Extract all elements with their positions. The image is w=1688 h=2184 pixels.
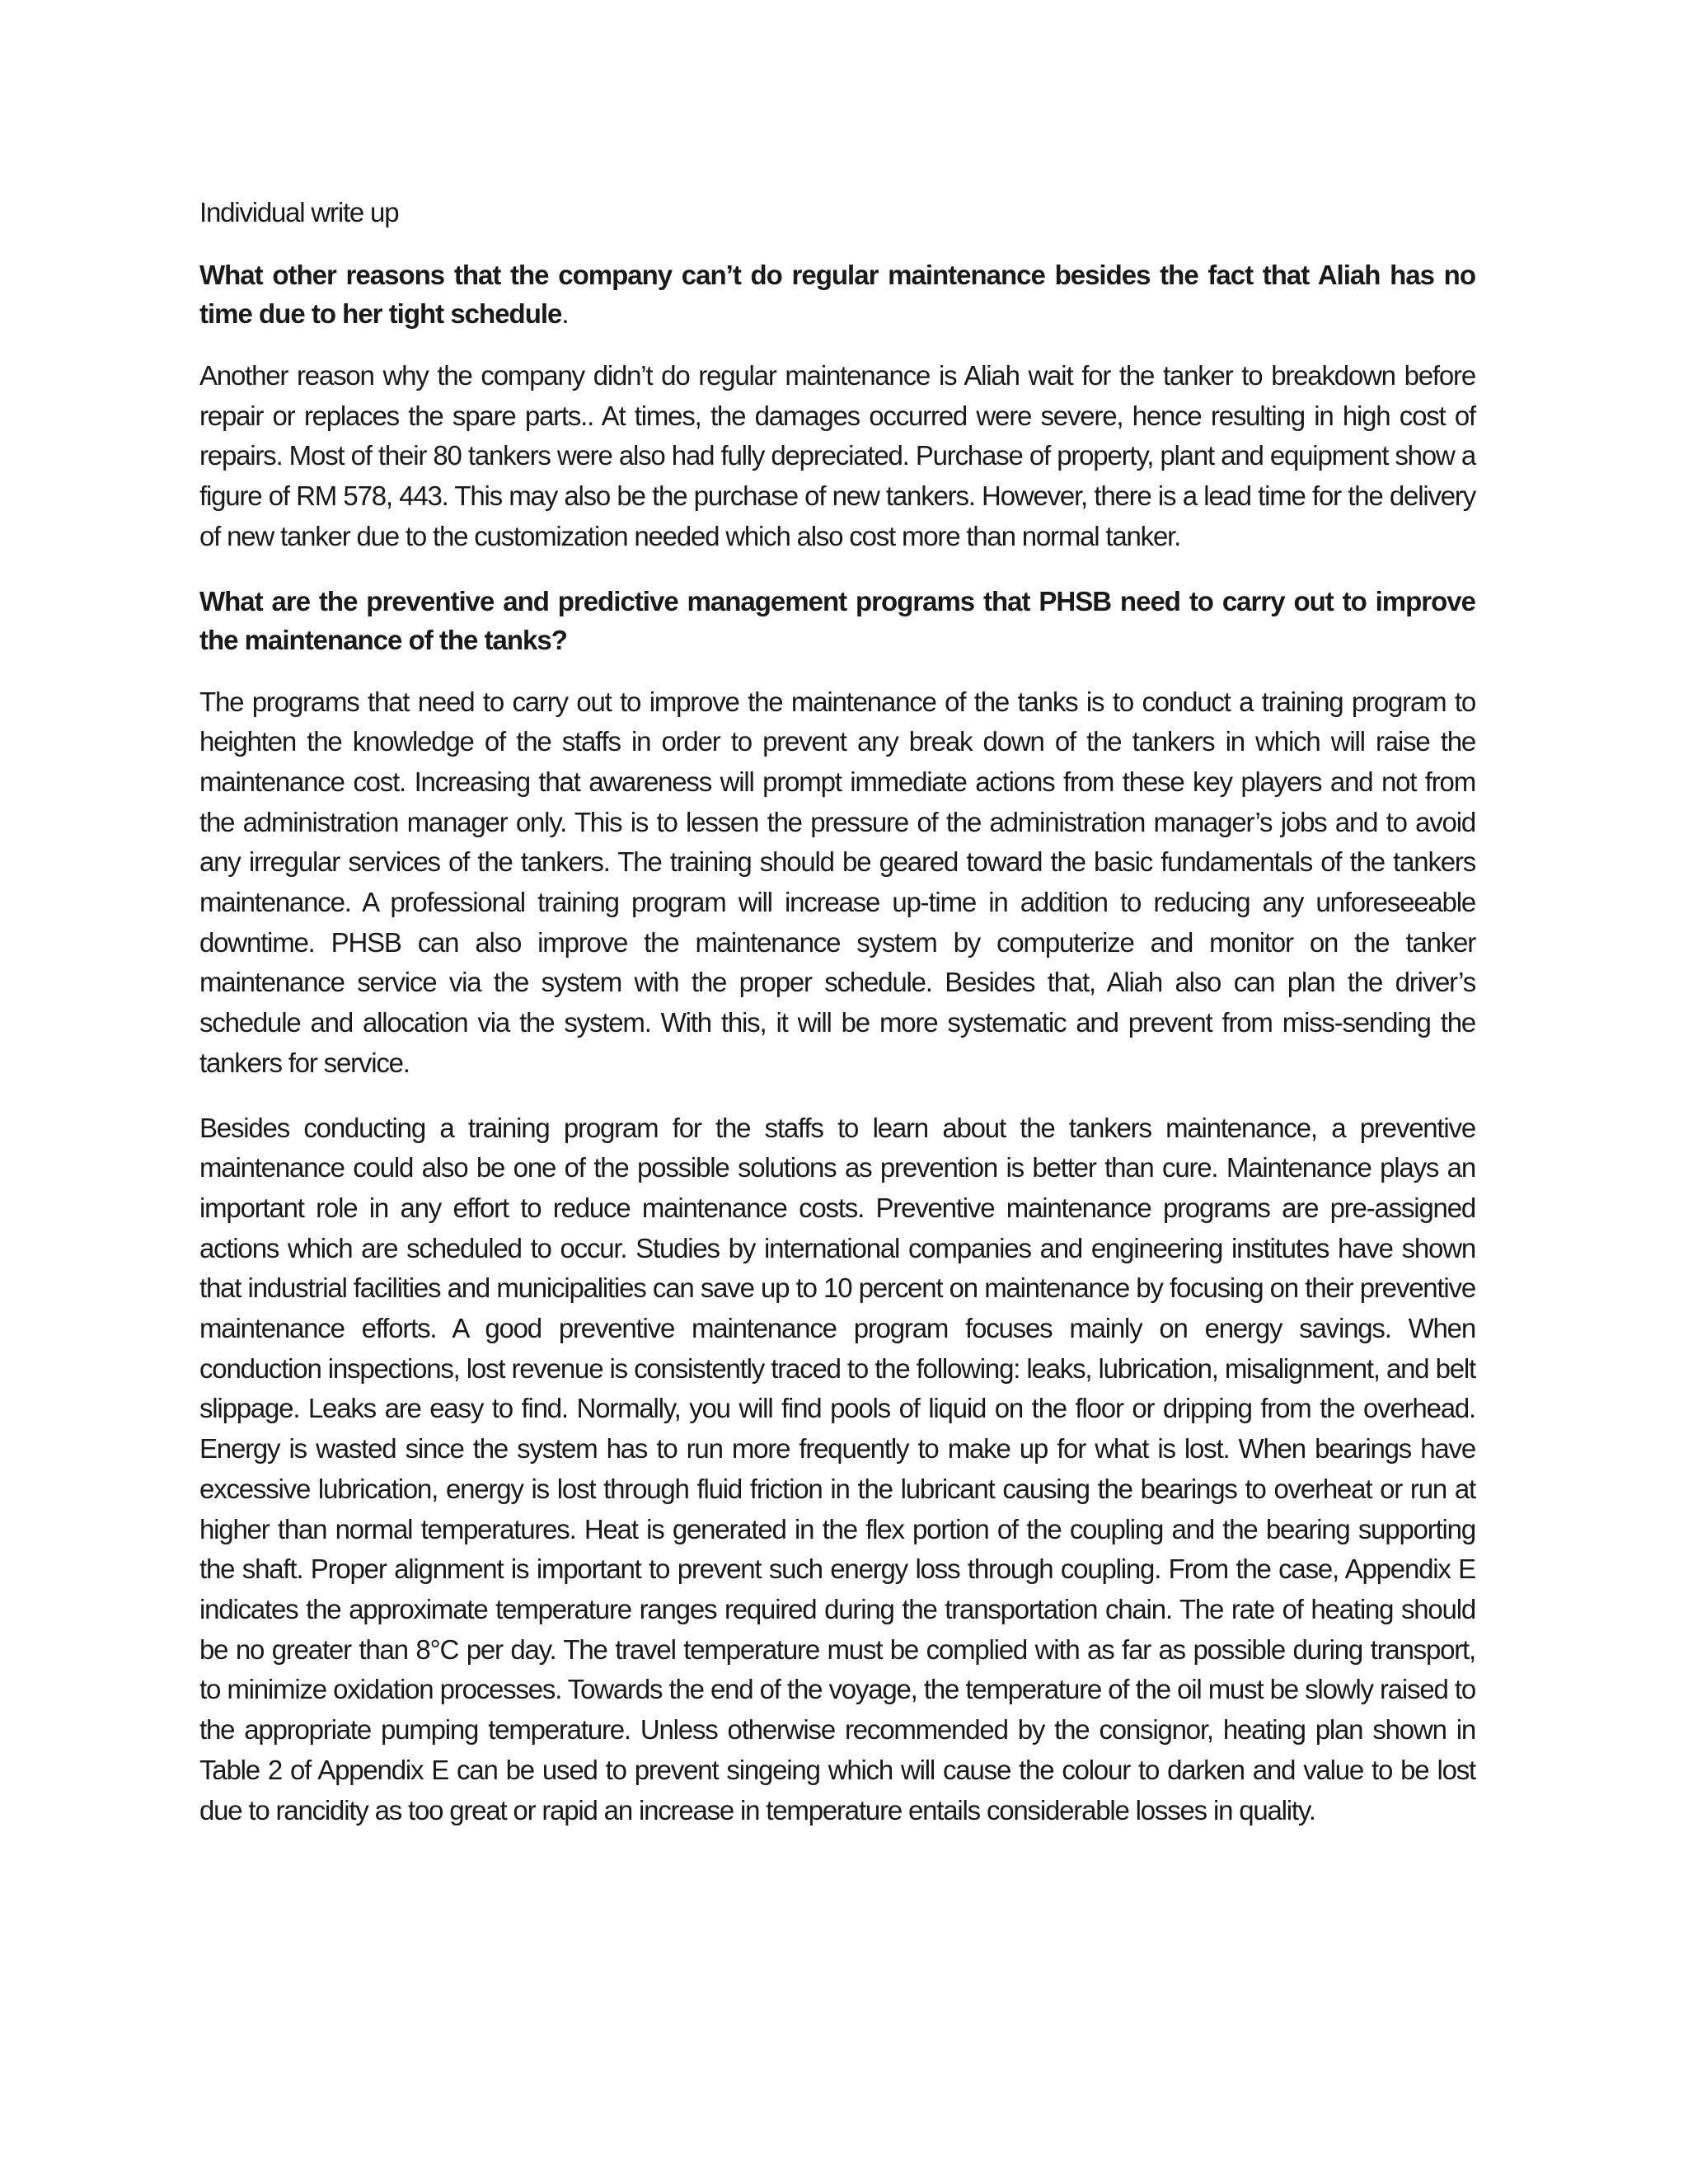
question-1-text: What other reasons that the company can’t do regular maintenance besides the fact that Aliah has no time due to her tight schedule — [199, 260, 1475, 329]
answer-paragraph-2: The programs that need to carry out to improve the maintenance of the tanks is to conduct a training program to heighten the knowledge of the staffs in order to prevent any break down of the tankers in which will raise the maintenance cost. Increasing that awareness will prompt immediate actions from these key players and not from the administration manager only. This is to lessen the pressure of the administration manager’s jobs and to avoid any irregular services of the tankers. The training should be geared toward the basic fundamentals of the tankers maintenance. A professional training program will increase up-time in addition to reducing any unforeseeable downtime. PHSB can also improve the maintenance system by computerize and monitor on the tanker maintenance service via the system with the proper schedule. Besides that, Aliah also can plan the driver’s schedule and allocation via the system. With this, it will be more systematic and prevent from miss-sending the tankers for service. — [199, 686, 1475, 1078]
document-label: Individual write up — [199, 197, 399, 227]
question-1-period: . — [561, 298, 569, 329]
document-page — [199, 194, 1475, 1855]
answer-paragraph-3: Besides conducting a training program for the staffs to learn about the tankers maintenance, a preventive maintenance could also be one of the possible solutions as prevention is better than cure. Maintenance plays an important role in any effort to reduce maintenance costs. Preventive maintenance programs are pre-assigned actions which are scheduled to occur. Studies by international companies and engineering institutes have shown that industrial facilities and municipalities can save up to 10 percent on maintenance by focusing on their preventive maintenance efforts. A good preventive maintenance program focuses mainly on energy savings. When conduction inspections, lost revenue is consistently traced to the following: leaks, lubrication, misalignment, and belt slippage. Leaks are easy to find. Normally, you will find pools of liquid on the floor or dripping from the overhead. Energy is wasted since the system has to run more frequently to make up for what is lost. When bearings have excessive lubrication, energy is lost through fluid friction in the lubricant causing the bearings to overheat or run at higher than normal temperatures. Heat is generated in the flex portion of the coupling and the bearing supporting the shaft. Proper alignment is important to prevent such energy loss through coupling. From the case, Appendix E indicates the approximate temperature ranges required during the transportation chain. The rate of heating should be no greater than 8°C per day. The travel temperature must be complied with as far as possible during transport, to minimize oxidation processes. Towards the end of the voyage, the temperature of the oil must be slowly raised to the appropriate pumping temperature. Unless otherwise recommended by the consignor, heating plan shown in Table 2 of Appendix E can be used to prevent singeing which will cause the colour to darken and value to be lost due to rancidity as too great or rapid an increase in temperature entails considerable losses in quality. — [199, 1112, 1475, 1825]
question-heading-2: What are the preventive and predictive management programs that PHSB need to carry out to improve the maintenance of the tanks? — [199, 585, 1475, 655]
question-heading-1 — [199, 255, 1475, 333]
answer-paragraph-1: Another reason why the company didn’t do regular maintenance is Aliah wait for the tanker to breakdown before repair or replaces the spare parts.. At times, the damages occurred were severe, hence resulting in high cost of repairs. Most of their 80 tankers were also had fully depreciated. Purchase of property, plant and equipment show a figure of RM 578, 443. This may also be the purchase of new tankers. However, there is a lead time for the delivery of new tanker due to the customization needed which also cost more than normal tanker. — [199, 360, 1475, 551]
